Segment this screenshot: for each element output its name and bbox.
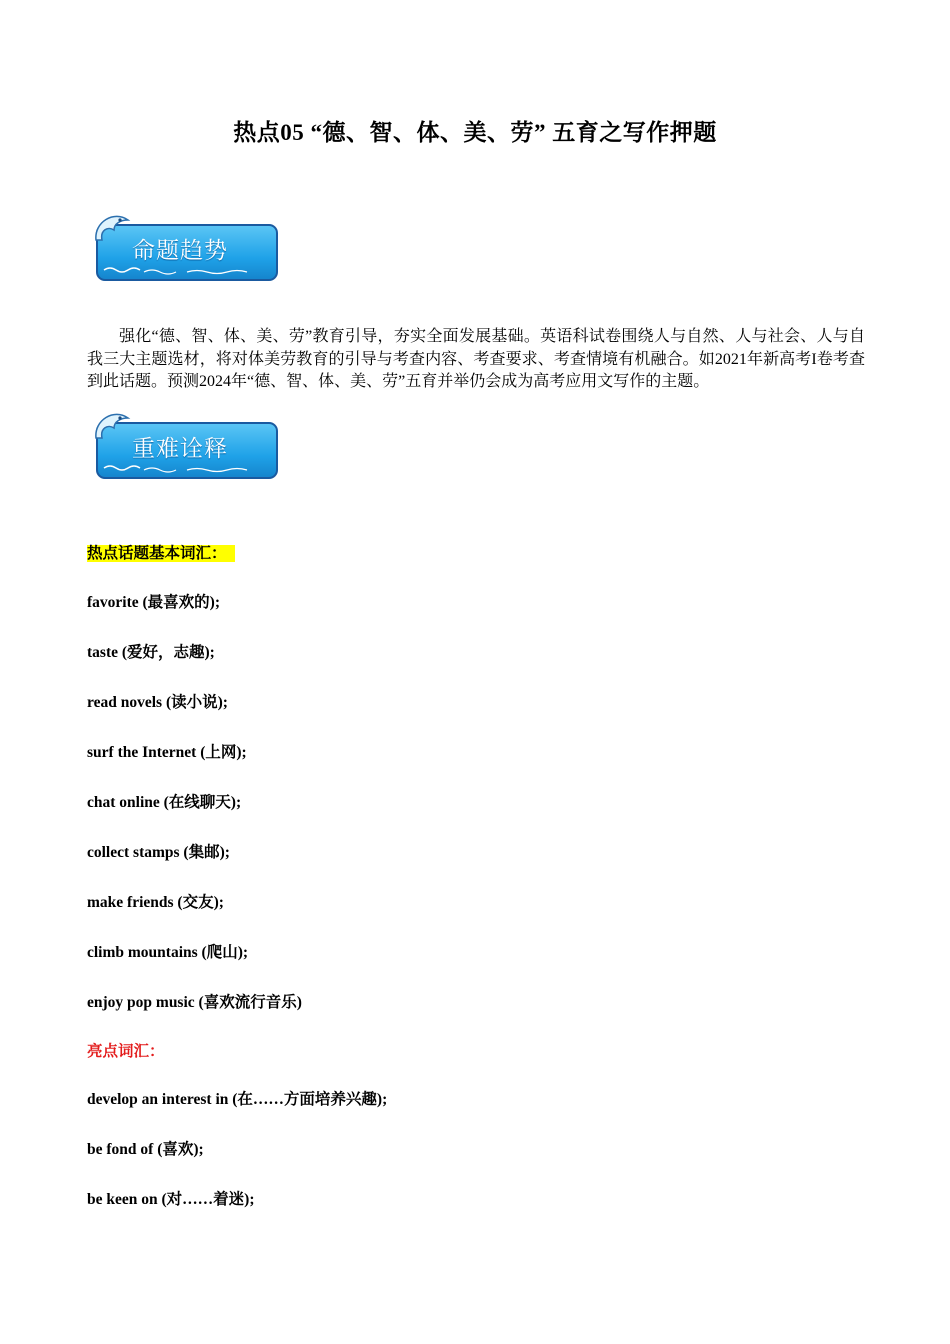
basic-vocab-heading bbox=[87, 541, 235, 563]
vocab-item: taste (爱好，志趣); bbox=[87, 644, 215, 661]
section-label-trend: 命题趋势 bbox=[132, 238, 228, 264]
vocab-item: be keen on (对……着迷); bbox=[87, 1191, 255, 1208]
vocab-item: surf the Internet (上网); bbox=[87, 744, 247, 761]
highlighted-heading: 热点话题基本词汇： bbox=[87, 545, 235, 562]
vocab-item: read novels (读小说); bbox=[87, 694, 228, 711]
vocab-item: favorite (最喜欢的); bbox=[87, 594, 220, 611]
vocab-item: be fond of (喜欢); bbox=[87, 1141, 204, 1158]
highlight-vocab-heading: 亮点词汇： bbox=[87, 1043, 165, 1060]
vocab-item: collect stamps (集邮); bbox=[87, 844, 230, 861]
vocab-item: make friends (交友); bbox=[87, 894, 224, 911]
vocab-item: develop an interest in (在……方面培养兴趣); bbox=[87, 1091, 388, 1108]
vocab-item: enjoy pop music (喜欢流行音乐) bbox=[87, 994, 302, 1011]
intro-paragraph: 强化“德、智、体、美、劳”教育引导，夯实全面发展基础。英语科试卷围绕人与自然、人与社会、人与自我三大主题选材，将对体美劳教育的引导与考查内容、考查要求、考查情境有机融合。如2021年新高考I卷考查到此话题。预测2024年“德、智、体、美、劳”五育并举仍会成为高考应用文写作的主题。 bbox=[87, 328, 865, 390]
page-title: 热点05 “德、智、体、美、劳” 五育之写作押题 bbox=[233, 120, 717, 145]
section-badge-trend bbox=[92, 210, 282, 284]
vocab-item: climb mountains (爬山); bbox=[87, 944, 249, 961]
section-label-interpretation: 重难诠释 bbox=[132, 436, 228, 462]
section-badge-interpretation bbox=[92, 408, 282, 482]
vocab-item: chat online (在线聊天); bbox=[87, 794, 242, 811]
